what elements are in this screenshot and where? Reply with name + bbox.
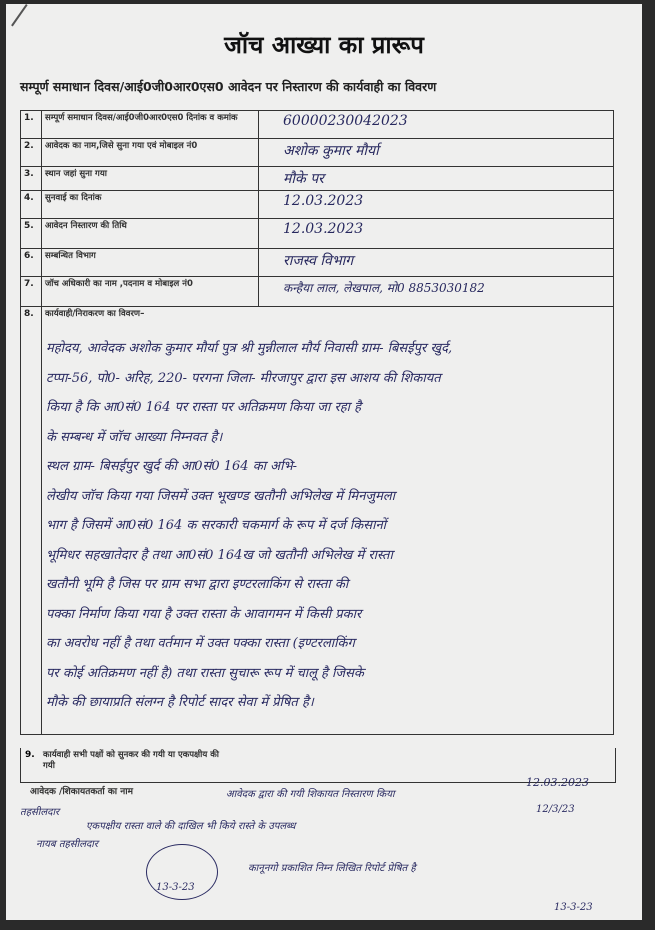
row-label: सम्पूर्ण समाधान दिवस/आई0जी0आर0एस0 दिनांक व कमांक	[42, 111, 259, 139]
handwritten-line: खतौनी भूमि है जिस पर ग्राम सभा द्वारा इण्टरलाकिंग से रास्ता की	[46, 577, 349, 592]
row-value: कन्हैया लाल, लेखपाल, मो0 8853030182	[259, 277, 614, 307]
handwritten-line: भूमिधर सहखातेदार है तथा आ0सं0 164ख जो खतौनी अभिलेख में रास्ता	[46, 547, 393, 563]
handwritten-line: मौके की छायाप्रति संलग्न है रिपोर्ट सादर सेवा में प्रेषित है।	[46, 695, 314, 710]
document-page	[6, 4, 642, 920]
row-value: राजस्व विभाग	[259, 249, 614, 277]
note-line: तहसीलदार	[20, 807, 60, 818]
note-line: 13-3-23	[554, 902, 593, 913]
table-row	[21, 139, 614, 167]
row-value: 12.03.2023	[259, 219, 614, 249]
handwritten-line: पक्का निर्माण किया गया है उक्त रास्ता के आवागमन में किसी प्रकार	[46, 606, 362, 622]
table-row	[21, 111, 614, 139]
note-line: कानूनगो प्रकाशित निम्न लिखित रिपोर्ट प्रेषित है	[248, 863, 416, 874]
note-line: नायब तहसीलदार	[36, 839, 98, 850]
row-number: 1.	[21, 111, 42, 139]
handwritten-line: महोदय, आवेदक अशोक कुमार मौर्या पुत्र श्री मुन्नीलाल मौर्य निवासी ग्राम- बिसईपुर खुर्द,	[46, 341, 453, 356]
row-number: 2.	[21, 139, 42, 167]
table-row	[21, 167, 614, 191]
row-label: सुनवाई का दिनांक	[42, 191, 259, 219]
row-value: 12.03.2023	[259, 191, 614, 219]
row-value: 60000230042023	[259, 111, 614, 139]
pen-mark	[11, 4, 28, 26]
row-number: 3.	[21, 167, 42, 191]
handwritten-line: भाग है जिसमें आ0सं0 164 क सरकारी चकमार्ग के रूप में दर्ज किसानों	[46, 518, 387, 533]
handwritten-line: लेखीय जॉच किया गया जिसमें उक्त भूखण्ड खतौनी अभिलेख में मिनजुमला	[46, 488, 396, 504]
handwritten-line: के सम्बन्ध में जॉच आख्या निम्नवत है।	[46, 429, 223, 445]
table-row	[21, 219, 614, 249]
handwritten-line: किया है कि आ0सं0 164 पर रास्ता पर अतिक्रमण किया जा रहा है	[46, 400, 362, 415]
handwritten-line: का अवरोध नहीं है तथा वर्तमान में उक्त पक्का रास्ता (इण्टरलाकिंग	[46, 636, 355, 651]
page-subtitle: सम्पूर्ण समाधान दिवस/आई0जी0आर0एस0 आवेदन पर निस्तारण की कार्यवाही का विवरण	[20, 79, 437, 94]
signature-date: 12.03.2023	[526, 776, 589, 789]
row-label: स्थान जहां सुना गया	[42, 167, 259, 191]
page-title: जॉच आख्या का प्रारूप	[224, 31, 424, 59]
signature-scribble	[146, 844, 218, 900]
row-label: जॉच अधिकारी का नाम ,पदनाम व मोबाइल नं0	[42, 277, 259, 307]
row-label: आवेदक का नाम,जिसे सुना गया एवं मोबाइल नं0	[42, 139, 259, 167]
row-value: मौके पर	[259, 167, 614, 191]
row-label: आवेदन निस्तारण की तिथि	[42, 219, 259, 249]
row-label: सम्बन्धित विभाग	[42, 249, 259, 277]
applicant-label: आवेदक /शिकायतकर्ता का नाम	[30, 787, 133, 797]
handwritten-details	[46, 334, 621, 718]
row-number: 7.	[21, 277, 42, 307]
row-number: 4.	[21, 191, 42, 219]
row-number: 9.	[25, 750, 35, 760]
handwritten-line: पर कोई अतिक्रमण नहीं है) तथा रास्ता सुचारू रूप में चालू है जिसके	[46, 665, 364, 681]
handwritten-line: टप्पा-56, पो0- अरिह, 220- परगना जिला- मीरजापुर द्वारा इस आशय की शिकायत	[46, 370, 441, 386]
row-value: अशोक कुमार मौर्या	[259, 139, 614, 167]
row-number: 6.	[21, 249, 42, 277]
row-label: कार्यवाही सभी पक्षों को सुनकर की गयी या एकपक्षीय की गयी	[43, 750, 219, 771]
row-number: 8.	[21, 307, 42, 735]
table-row	[21, 191, 614, 219]
note-line: 12/3/23	[536, 804, 575, 815]
table-row	[21, 249, 614, 277]
row-label: कार्यवाही/निराकरण का विवरण–	[45, 309, 145, 319]
handwritten-line: स्थल ग्राम- बिसईपुर खुर्द की आ0सं0 164 का अभि-	[46, 459, 298, 474]
note-line: आवेदक द्वारा की गयी शिकायत निस्तारण किया	[226, 789, 395, 800]
row-number: 5.	[21, 219, 42, 249]
table-row	[21, 277, 614, 307]
note-line: 13-3-23	[156, 882, 195, 893]
note-line: एकपक्षीय रास्ता वाले की दाखिल भी किये रास्ते के उपलब्ध	[86, 821, 296, 832]
